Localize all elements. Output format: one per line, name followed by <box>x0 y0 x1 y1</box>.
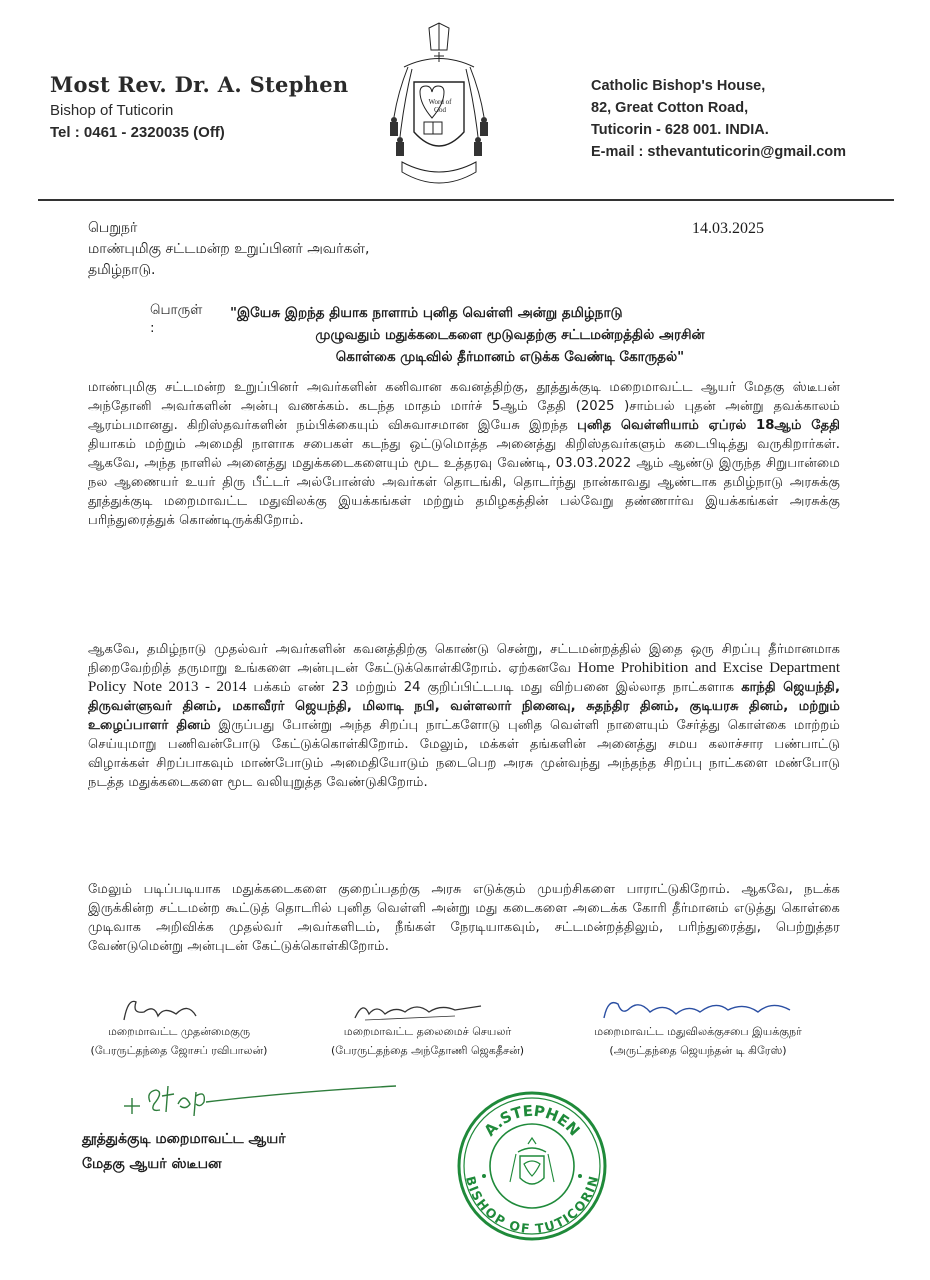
bishop-seal-icon <box>456 1090 608 1242</box>
addressee-block <box>88 218 370 281</box>
address-line: 82, Great Cotton Road, <box>591 100 749 116</box>
closing-line: தூத்துக்குடி மறைமாவட்ட ஆயர் <box>82 1131 286 1147</box>
signatory-role: மறைமாவட்ட மதுவிலக்குசபை இயக்குநர் <box>594 1025 802 1038</box>
bishop-name: Most Rev. Dr. A. Stephen <box>50 72 349 97</box>
subject-line: கொள்கை முடிவில் தீர்மானம் எடுக்க வேண்டி கோருதல்" <box>335 349 685 365</box>
signatory-name: (பேரருட்தந்தை அந்தோணி ஜெகதீசன்) <box>330 1044 525 1057</box>
seal-bottom-text: BISHOP OF TUTICORIN <box>462 1174 602 1237</box>
address-line: Tuticorin - 628 001. INDIA. <box>591 122 769 138</box>
letterhead-divider <box>38 199 894 201</box>
body-paragraph-1 <box>88 378 840 530</box>
signature-icon <box>305 994 550 1024</box>
letterhead-left <box>50 72 349 141</box>
highlighted-date: புனித வெள்ளியாம் ஏப்ரல் 18ஆம் தேதி <box>577 418 840 433</box>
paragraph-text: மாண்புமிகு சட்டமன்ற உறுப்பினர் அவர்களின் கனிவான கவனத்திற்கு, தூத்துக்குடி மறைமாவட்ட ஆயர் மேதகு ஸ்டீபன் அந்தோனி அவர்களின் அன்பு வணக்கம். கடந்த மாதம் மார்ச் 5ஆம் தேதி (2025 )சாம்பல் புதன் அன்று தவக்காலம் ஆரம்பமானது. கிறிஸ்தவர்களின் நம்பிக்கையும் விசுவாசமான இயேசு இறந்த <box>88 380 840 433</box>
signatory-name: (பேரருட்தந்தை ஜோசப் ரவிபாலன்) <box>90 1044 268 1057</box>
subject-text <box>230 302 790 368</box>
addressee-line: தமிழ்நாடு. <box>88 262 156 278</box>
signatory-chancellor <box>305 1000 550 1060</box>
addressee-line: பெறுநர் <box>88 220 138 236</box>
signatory-role: மறைமாவட்ட தலைமைச் செயலர் <box>343 1025 512 1038</box>
signature-icon <box>568 994 828 1024</box>
subject-line: முழுவதும் மதுக்கடைகளை மூடுவதற்கு சட்டமன்றத்தில் அரசின் <box>315 327 705 343</box>
body-paragraph-3: மேலும் படிப்படியாக மதுக்கடைகளை குறைப்பதற்கு அரசு எடுக்கும் முயற்சிகளை பாராட்டுகிறோம். ஆகவே, நடக்க இருக்கின்ற சட்டமன்ற கூட்டுத் தொடரில் புனித வெள்ளி அன்று மது கடைகளை அடைக்க கோரி தீர்மானம் எடுத்து கொள்கை முடிவாக அறிவிக்க முதல்வர் அவர்களிடம், நீங்கள் நேரடியாகவும், சட்டமன்றத்திலும், பரிந்துரைத்து, பெற்றுத்தர வேண்டுமென்று அன்புடன் கேட்டுக்கொள்கிறோம். <box>88 882 840 954</box>
paragraph-text: பக்கம் எண் 23 மற்றும் 24 குறிப்பிட்டபடி மது விற்பனை இல்லாத நாட்களாக <box>246 680 742 695</box>
bishop-phone: Tel : 0461 - 2320035 (Off) <box>50 124 225 141</box>
body-paragraph-2 <box>88 640 840 792</box>
email-line: E-mail : sthevantuticorin@gmail.com <box>591 144 847 160</box>
dry-days-list: காந்தி ஜெயந்தி, திருவள்ளுவர் தினம், மகாவீரர் ஜெயந்தி, மிலாடி நபி, வள்ளலார் நினைவு, சுதந்திர தினம், குடியரசு தினம், மற்றும் உழைப்பாளர் தினம் <box>88 680 840 733</box>
signatory-name: (அருட்தந்தை ஜெயந்தன் டி கிரேஸ்) <box>609 1044 787 1057</box>
bishop-title: Bishop of Tuticorin <box>50 102 174 119</box>
closing-signature-block <box>82 1127 286 1177</box>
seal-top-text: A.STEPHEN <box>480 1101 584 1140</box>
closing-line: மேதகு ஆயர் ஸ்டீபன <box>82 1156 222 1172</box>
subject-line: "இயேசு இறந்த தியாக நாளாம் புனித வெள்ளி அன்று தமிழ்நாடு <box>230 305 623 321</box>
signature-icon <box>84 994 274 1024</box>
signatory-temperance-director <box>568 1000 828 1060</box>
paragraph-text: தியாகம் மற்றும் அமைதி நாளாக சபைகள் கடந்து ஒட்டுமொத்த அனைத்து கிறிஸ்தவர்களும் கடைபிடித்து வருகிறார்கள். ஆகவே, அந்த நாளில் அனைத்து மதுக்கடைகளையும் மூட உத்தரவு வேண்டி, 03.03.2022 ஆம் ஆண்டு இருந்த சிறுபான்மை நல ஆணையர் உயர் திரு பீட்டர் அல்போன்ஸ் அவர்கள் தொடங்கி, தொடர்ந்து நான்காவது ஆண்டாக தமிழ்நாடு அரசுக்கு தூத்துக்குடி மறைமாவட்ட மதுவிலக்கு இயக்கங்கள் மற்றும் தமிழகத்தின் பல்வேறு தண்ணார்வ இயக்கங்கள் அரசுக்கு பரிந்துரைத்துக் கொண்டிருக்கிறோம். <box>88 437 840 528</box>
address-line: Catholic Bishop's House, <box>591 78 766 94</box>
letterhead-address <box>591 78 846 166</box>
addressee-line: மாண்புமிகு சட்டமன்ற உறுப்பினர் அவர்கள், <box>88 241 370 257</box>
signatory-role: மறைமாவட்ட முதன்மைகுரு <box>107 1025 251 1038</box>
policy-note-reference: Home Prohibition and Excise Department Policy Note 2013 - 2014 <box>88 660 840 695</box>
crest-motto: Word of God <box>428 98 452 114</box>
bishop-signature-icon <box>110 1072 410 1120</box>
subject-label: பொருள் : <box>150 302 203 336</box>
signatory-vicar-general <box>84 1000 274 1060</box>
letter-date: 14.03.2025 <box>692 220 764 237</box>
paragraph-text: ஆகவே, தமிழ்நாடு முதல்வர் அவர்களின் கவனத்திற்கு கொண்டு சென்று, சட்டமன்றத்தில் இதை ஒரு சிறப்பு தீர்மானமாக நிறைவேற்றித் தருமாறு உங்களை அன்புடன் கேட்டுக்கொள்கிறோம். ஏற்கனவே <box>88 642 840 676</box>
paragraph-text: இருப்பது போன்று அந்த சிறப்பு நாட்களோடு புனித வெள்ளி நாளையும் சேர்த்து கொள்கை மாற்றம் செய்யுமாறு பணிவன்போடு கேட்டுக்கொள்கிறோம். மேலும், மக்கள் தங்களின் அனைத்து சமய கலாச்சார பண்பாட்டு விழாக்கள் சிறப்பாகவும் மாண்போடும் அமைதியோடும் நடைபெற அரசு முன்வந்து அந்தந்த சிறப்பு நாட்களை மண்போடு நடத்த மதுக்கடைகளை மூட வலியுறுத்த வேண்டுகிறோம். <box>88 718 840 790</box>
